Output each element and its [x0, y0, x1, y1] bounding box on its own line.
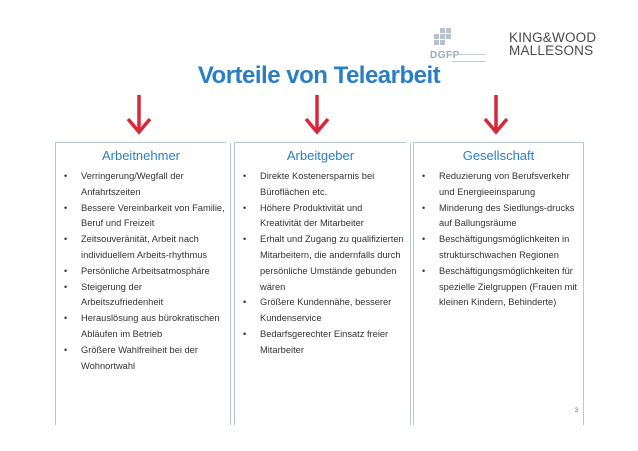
list-item: • Persönliche Arbeitsatmosphäre	[64, 264, 226, 280]
list-item: • Höhere Produktivität und Kreativität der Mitarbeiter	[243, 201, 406, 233]
column-gesellschaft	[413, 142, 584, 425]
list-item: • Beschäftigungsmöglichkeiten für spezielle Zielgruppen (Frauen mit kleinen Kindern, Behinderte)	[422, 264, 583, 311]
list-item: • Verringerung/Wegfall der Anfahrtszeiten	[64, 169, 226, 201]
list-item: • Zeitsouveränität, Arbeit nach individuellem Arbeits-rhythmus	[64, 232, 226, 264]
list-item: • Direkte Kostenersparnis bei Büroflächen etc.	[243, 169, 406, 201]
list-item: • Steigerung der Arbeitszufriedenheit	[64, 280, 226, 312]
kwm-logo	[509, 31, 619, 57]
list-item: • Erhalt und Zugang zu qualifizierten Mitarbeitern, die andernfalls durch persönliche Umstände gebunden wären	[243, 232, 406, 295]
arrow-down-icon	[481, 93, 511, 137]
column-heading: Arbeitnehmer	[101, 148, 181, 163]
arrow-down-icon	[124, 93, 154, 137]
list-item: • Beschäftigungsmöglichkeiten in strukturschwachen Regionen	[422, 232, 583, 264]
column-heading: Arbeitgeber	[286, 148, 355, 163]
kwm-line-1: KING&WOOD	[509, 30, 597, 45]
dgfp-logo	[430, 26, 488, 66]
column-arbeitgeber	[234, 142, 406, 425]
arrow-down-icon	[302, 93, 332, 137]
list-item: • Herauslösung aus bürokratischen Abläufen im Betrieb	[64, 311, 226, 343]
bullet-list	[235, 169, 406, 359]
slide-title: Vorteile von Telearbeit	[197, 62, 441, 89]
list-item: • Bessere Vereinbarkeit von Familie, Beruf und Freizeit	[64, 201, 226, 233]
column-heading: Gesellschaft	[462, 148, 535, 163]
dgfp-subline	[452, 54, 486, 62]
kwm-line-2: MALLESONS	[509, 43, 594, 58]
list-item: • Minderung des Siedlungs-drucks auf Ballungsräume	[422, 201, 583, 233]
list-item: • Reduzierung von Berufsverkehr und Energieeinsparung	[422, 169, 583, 201]
list-item: • Bedarfsgerechter Einsatz freier Mitarbeiter	[243, 327, 406, 359]
column-arbeitnehmer	[55, 142, 226, 425]
list-item: • Größere Kundennähe, besserer Kundenservice	[243, 295, 406, 327]
bullet-list	[414, 169, 583, 311]
dgfp-text: DGFP	[430, 50, 460, 61]
page-number: 3	[574, 408, 578, 414]
list-item: • Größere Wahlfreiheit bei der Wohnortwahl	[64, 343, 226, 375]
dgfp-mark-icon	[430, 26, 456, 52]
bullet-list	[56, 169, 226, 374]
